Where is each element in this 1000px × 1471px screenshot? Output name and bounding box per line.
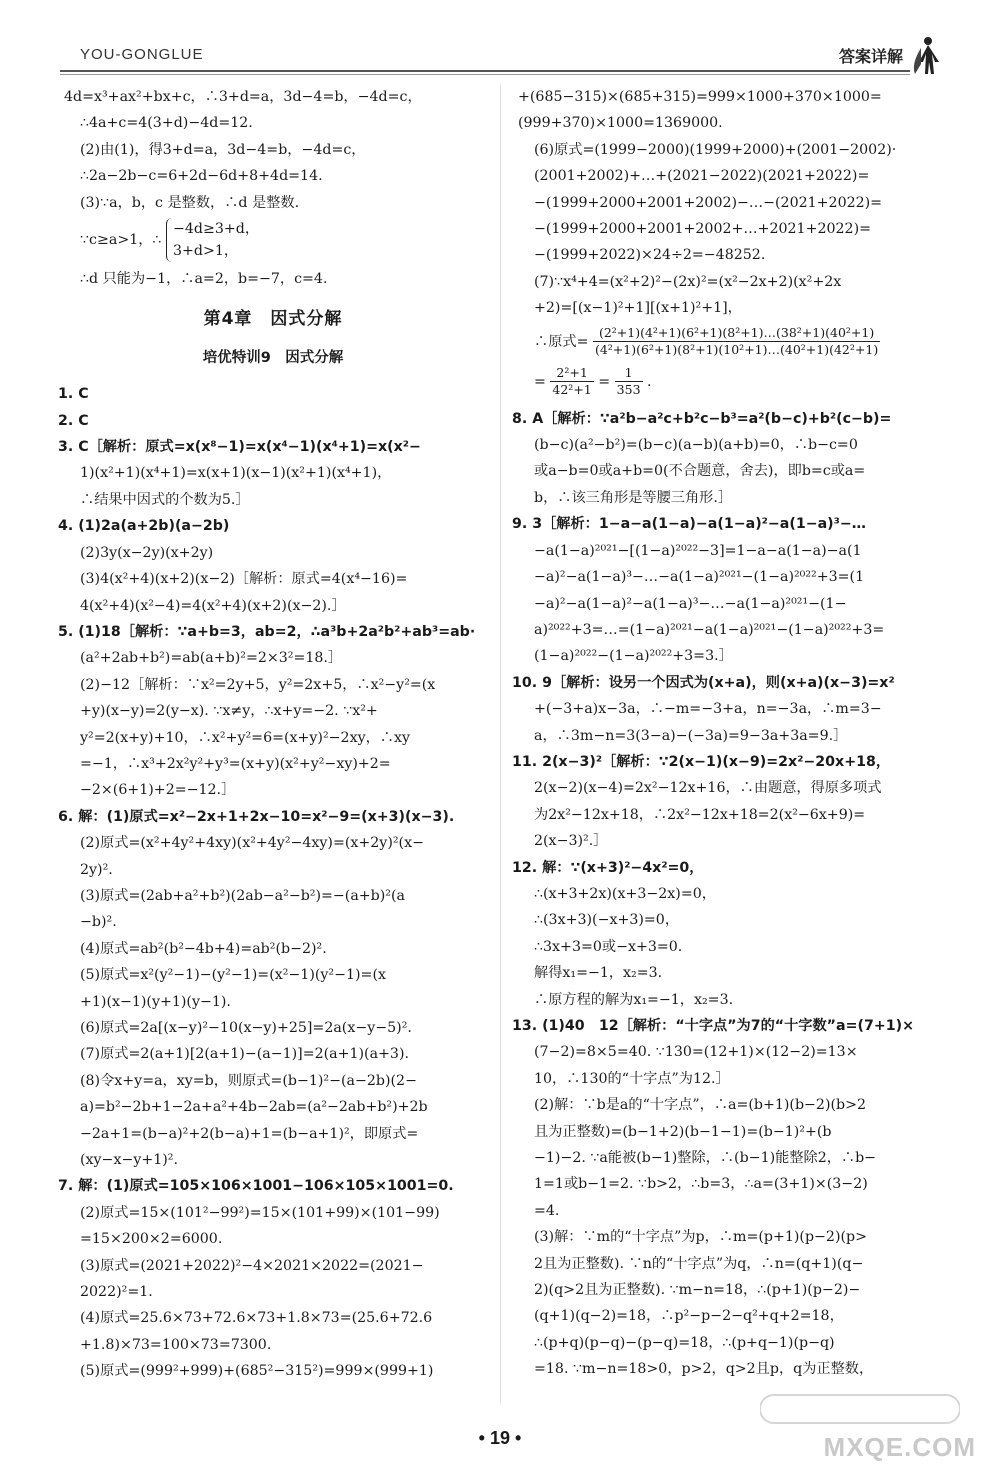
fraction-equals: = [534, 373, 546, 390]
brace-line-2: 3+d>1， [172, 243, 239, 260]
fraction [615, 365, 643, 398]
text-line: +2)=[(x−1)²+1][(x+1)²+1]， [534, 300, 742, 317]
text-line: =15×200×2=6000. [80, 1231, 223, 1248]
text-line: (999+370)×1000=1369000. [518, 115, 723, 132]
text-line: +1.8)×73=100×73=7300. [80, 1336, 272, 1353]
chapter-title: 第4章 因式分解 [203, 309, 343, 330]
text-line: ∴d 只能为−1，∴a=2，b=−7，c=4. [80, 271, 328, 288]
watermark-logo [760, 1391, 960, 1427]
answer-item: 5. (1)18［解析：∵a+b=3，ab=2，∴a³b+2a²b²+ab³=ab· [58, 623, 476, 640]
text-line: a)=b²−2b+1−2a+a²+4b−2ab=(a²−2ab+b²)+2b [80, 1099, 428, 1116]
header-rule-thin [60, 74, 910, 75]
text-line: 4(x²+4)(x²−4)=4(x²+4)(x+2)(x−2).］ [80, 597, 346, 614]
text-line: (2)由(1)，得3+d=a，3d−4=b，−4d=c， [80, 141, 366, 158]
text-line: (2)解：∵b是a的“十字点”，∴a=(b+1)(b−2)(b>2 [534, 1097, 867, 1114]
fraction [550, 365, 593, 398]
fraction [593, 325, 880, 358]
text-line: 10，∴130的“十字点”为12.］ [534, 1070, 730, 1087]
text-line: (2)3y(x−2y)(x+2y) [80, 544, 214, 561]
section-title: 培优特训9 因式分解 [202, 349, 344, 366]
text-line: (4)原式=ab²(b²−4b+4)=ab²(b−2)². [80, 940, 327, 957]
fraction-numerator: 2²+1 [550, 365, 593, 382]
brace-system [166, 218, 259, 262]
text-line: −(1999+2000+2001+2002+…+2021+2022)= [534, 221, 871, 238]
text-line: (2)原式=15×(101²−99²)=15×(101+99)×(101−99) [80, 1204, 440, 1221]
text-line: 2y)². [80, 861, 113, 878]
text-line: +(685−315)×(685+315)=999×1000+370×1000= [518, 89, 882, 105]
text-line: =18. ∵m−n=18>0，p>2，q>2且p，q为正整数， [534, 1361, 874, 1378]
text-line: (6)原式=(1999−2000)(1999+2000)+(2001−2002)· [534, 141, 897, 158]
answer-item: 2. C [58, 412, 89, 429]
text-line: (5)原式=x²(y²−1)−(y²−1)=(x²−1)(y²−1)=(x [80, 967, 386, 984]
text-line: −a(1−a)²⁰²¹−[(1−a)²⁰²²−3]=1−a−a(1−a)−a(1 [534, 542, 862, 559]
text-line: ∴(x+3+2x)(x+3−2x)=0， [534, 885, 716, 902]
text-line: ∴(3x+3)(−x+3)=0， [534, 912, 680, 929]
text-line: ∴结果中因式的个数为5.］ [80, 491, 250, 508]
answer-item: 9. 3［解析：1−a−a(1−a)−a(1−a)²−a(1−a)³−… [512, 516, 866, 533]
text-line: +(−3+a)x−3a，∴−m=−3+a，n=−3a，∴m=3− [534, 701, 882, 718]
header-title: 答案详解 [838, 47, 903, 66]
text-line: (5)原式=(999²+999)+(685²−315²)=999×(999+1) [80, 1363, 434, 1380]
text-line: ∴4a+c=4(3+d)−4d=12. [80, 115, 253, 132]
page-header [60, 38, 955, 78]
text-line: (b−c)(a²−b²)=(b−c)(a−b)(a+b)=0，∴b−c=0 [534, 437, 858, 454]
fraction-denominator: 353 [616, 382, 641, 398]
fraction-suffix: . [647, 373, 652, 390]
text-line: 或a−b=0或a+b=0(不合题意，舍去)，即b=c或a= [534, 463, 866, 480]
text-line: (3)解：∵m的“十字点”为p，∴m=(p+1)(p−2)(p> [534, 1229, 867, 1246]
text-line: ∴原方程的解为x₁=−1，x₂=3. [534, 991, 734, 1008]
text-line: b，∴该三角形是等腰三角形.］ [534, 489, 733, 506]
answer-item: 11. 2(x−3)²［解析：∵2(x−1)(x−9)=2x²−20x+18， [512, 753, 891, 770]
text-line: (3)原式=(2021+2022)²−4×2021×2022=(2021− [80, 1257, 424, 1274]
text-line: (xy−x−y+1)². [80, 1152, 178, 1169]
text-line: (4)原式=25.6×73+72.6×73+1.8×73=(25.6+72.6 [80, 1310, 433, 1327]
answer-item: 4. (1)2a(a+2b)(a−2b) [58, 518, 230, 535]
text-line: (7)∵x⁴+4=(x²+2)²−(2x)²=(x²−2x+2)(x²+2x [534, 273, 842, 290]
text-line: y²=2(x+y)+10，∴x²+y²=6=(x+y)²−2xy，∴xy [80, 729, 410, 746]
text-line: −a)²−a(1−a)²−a(1−a)³−…−a(1−a)²⁰²¹−(1− [534, 595, 847, 612]
text-line: =4. [534, 1202, 560, 1219]
left-column [58, 84, 488, 1385]
text-line: −1)−2. ∵a能被(b−1)整除，∴(b−1)能整除2，∴b− [534, 1150, 877, 1167]
text-line: −a)²−a(1−a)³−…−a(1−a)²⁰²¹−(1−a)²⁰²²+3=(1 [534, 569, 865, 586]
text-line: ∴3x+3=0或−x+3=0. [534, 938, 683, 955]
text-line: 解得x₁=−1，x₂=3. [534, 965, 663, 982]
answer-item: 13. (1)40 12［解析：“十字点”为7的“十字数”a=(7+1)× [512, 1018, 914, 1034]
fraction-numerator: (2²+1)(4²+1)(6²+1)(8²+1)…(38²+1)(40²+1) [593, 325, 880, 342]
hero-figure-icon [907, 34, 949, 76]
text-line: (3)∵a，b，c 是整数，∴d 是整数. [80, 194, 300, 211]
text-line: (2001+2002)+…+(2021−2022)(2021+2022)= [534, 168, 870, 185]
text-line: −2a+1=(b−a)²+2(b−a)+1=(b−a+1)²，即原式= [80, 1125, 419, 1142]
fraction-line-1 [512, 322, 952, 362]
brace-line-1: −4d≥3+d， [172, 221, 260, 238]
text-line: 2)(q>2且为正整数). ∵m−n=18，∴(p+1)(p−2)− [534, 1282, 861, 1299]
answer-item: 6. 解：(1)原式=x²−2x+1+2x−10=x²−9=(x+3)(x−3). [58, 808, 455, 825]
text-line: 1)(x²+1)(x⁴+1)=x(x+1)(x−1)(x²+1)(x⁴+1)， [80, 465, 392, 482]
answer-item: 7. 解：(1)原式=105×106×1001−106×105×1001=0. [58, 1178, 454, 1195]
text-line: (7)原式=2(a+1)[2(a+1)−(a−1)]=2(a+1)(a+3). [80, 1046, 410, 1063]
text-line: 4d=x³+ax²+bx+c，∴3+d=a，3d−4=b，−4d=c， [64, 89, 422, 105]
text-line: 2且为正整数). ∵n的“十字点”为q，∴n=(q+1)(q− [534, 1255, 864, 1272]
answer-item: 10. 9［解析：设另一个因式为(x+a)，则(x+a)(x−3)=x² [512, 674, 895, 691]
answer-item: 3. C［解析：原式=x(x⁸−1)=x(x⁴−1)(x⁴+1)=x(x²− [58, 439, 421, 456]
text-line: −2×(6+1)+2=−12.］ [80, 782, 236, 799]
text-line: (q+1)(q−2)=18，∴p²−p−2−q²+q+2=18， [534, 1308, 844, 1325]
fraction-denominator: 42²+1 [552, 382, 592, 398]
brace-line [58, 218, 488, 262]
text-line: −(1999+2000+2001+2002)−…−(2021+2022)= [534, 194, 883, 211]
brand-text: YOU-GONGLUE [80, 46, 204, 63]
fraction-line-2 [512, 362, 952, 402]
fraction-denominator: (4²+1)(6²+1)(8²+1)(10²+1)…(40²+1)(42²+1) [594, 342, 879, 358]
header-rule [60, 70, 910, 72]
column-divider [500, 84, 501, 1404]
text-line: (7−2)=8×5=40. ∵130=(12+1)×(12−2)=13× [534, 1044, 858, 1061]
text-line: (2)−12［解析：∵x²=2y+5，y²=2x+5，∴x²−y²=(x [80, 676, 436, 693]
text-line: a，∴3m−n=3(3−a)−(−3a)=9−3a+3a=9.］ [534, 727, 848, 744]
fraction-prefix: ∴原式= [534, 333, 589, 350]
answer-item: 8. A［解析：∵a²b−a²c+b²c−b³=a²(b−c)+b²(c−b)= [512, 410, 892, 427]
answer-item: 12. 解：∵(x+3)²−4x²=0， [512, 859, 704, 876]
text-line: =−1，∴x³+2x²y²+y³=(x+y)(x²+y²−xy)+2= [80, 755, 391, 772]
text-line: +1)(x−1)(y+1)(y−1). [80, 993, 231, 1010]
text-line: +y)(x−y)=2(y−x). ∵x≠y，∴x+y=−2. ∵x²+ [80, 703, 378, 720]
text-line: (6)原式=2a[(x−y)²−10(x−y)+25]=2a(x−y−5)². [80, 1020, 412, 1036]
text-line: (3)原式=(2ab+a²+b²)(2ab−a²−b²)=−(a+b)²(a [80, 887, 405, 904]
text-line: (1−a)²⁰²²−(1−a)²⁰²²+3=3.］ [534, 648, 733, 665]
text-line: a)²⁰²²+3=…=(1−a)²⁰²¹−a(1−a)²⁰²¹−(1−a)²⁰²²+3= [534, 621, 885, 638]
text-line: −(1999+2022)×24÷2=−48252. [534, 247, 766, 264]
text-line: 且为正整数)=(b−1+2)(b−1−1)=(b−1)²+(b [534, 1123, 832, 1140]
text-line: (3)4(x²+4)(x+2)(x−2)［解析：原式=4(x⁴−16)= [80, 571, 408, 588]
answer-item: 1. C [58, 386, 89, 403]
text-line: (a²+2ab+b²)=ab(a+b)²=2×3²=18.］ [80, 650, 343, 667]
text-line: ∴(p+q)(p−q)−(p−q)=18，∴(p+q−1)(p−q) [534, 1334, 835, 1351]
text-line: −b)². [80, 914, 117, 931]
text-line: 为2x²−12x+18，∴2x²−12x+18=2(x²−6x+9)= [534, 806, 866, 823]
right-column [512, 84, 952, 1383]
text-line: (8)令x+y=a，xy=b，则原式=(b−1)²−(a−2b)(2− [80, 1072, 417, 1089]
fraction-equals: = [598, 373, 611, 390]
text-line: 2022)²=1. [80, 1284, 153, 1301]
fraction-numerator: 1 [615, 365, 643, 382]
text-line: (2)原式=(x²+4y²+4xy)(x²+4y²−4xy)=(x+2y)²(x− [80, 835, 424, 852]
brace-prefix: ∵c≥a>1，∴ [80, 232, 162, 249]
text-line: 2(x−2)(x−4)=2x²−12x+16，∴由题意，得原多项式 [534, 780, 882, 797]
text-line: 2(x−3)².］ [534, 833, 608, 850]
text-line: 1=1或b−1=2. ∵b>2，∴b=3，∴a=(3+1)×(3−2) [534, 1176, 868, 1193]
page-number: • 19 • [478, 1428, 522, 1448]
text-line: ∴2a−2b−c=6+2d−6d+8+4d=14. [80, 168, 323, 185]
watermark-text: MXQE.COM [823, 1432, 976, 1462]
